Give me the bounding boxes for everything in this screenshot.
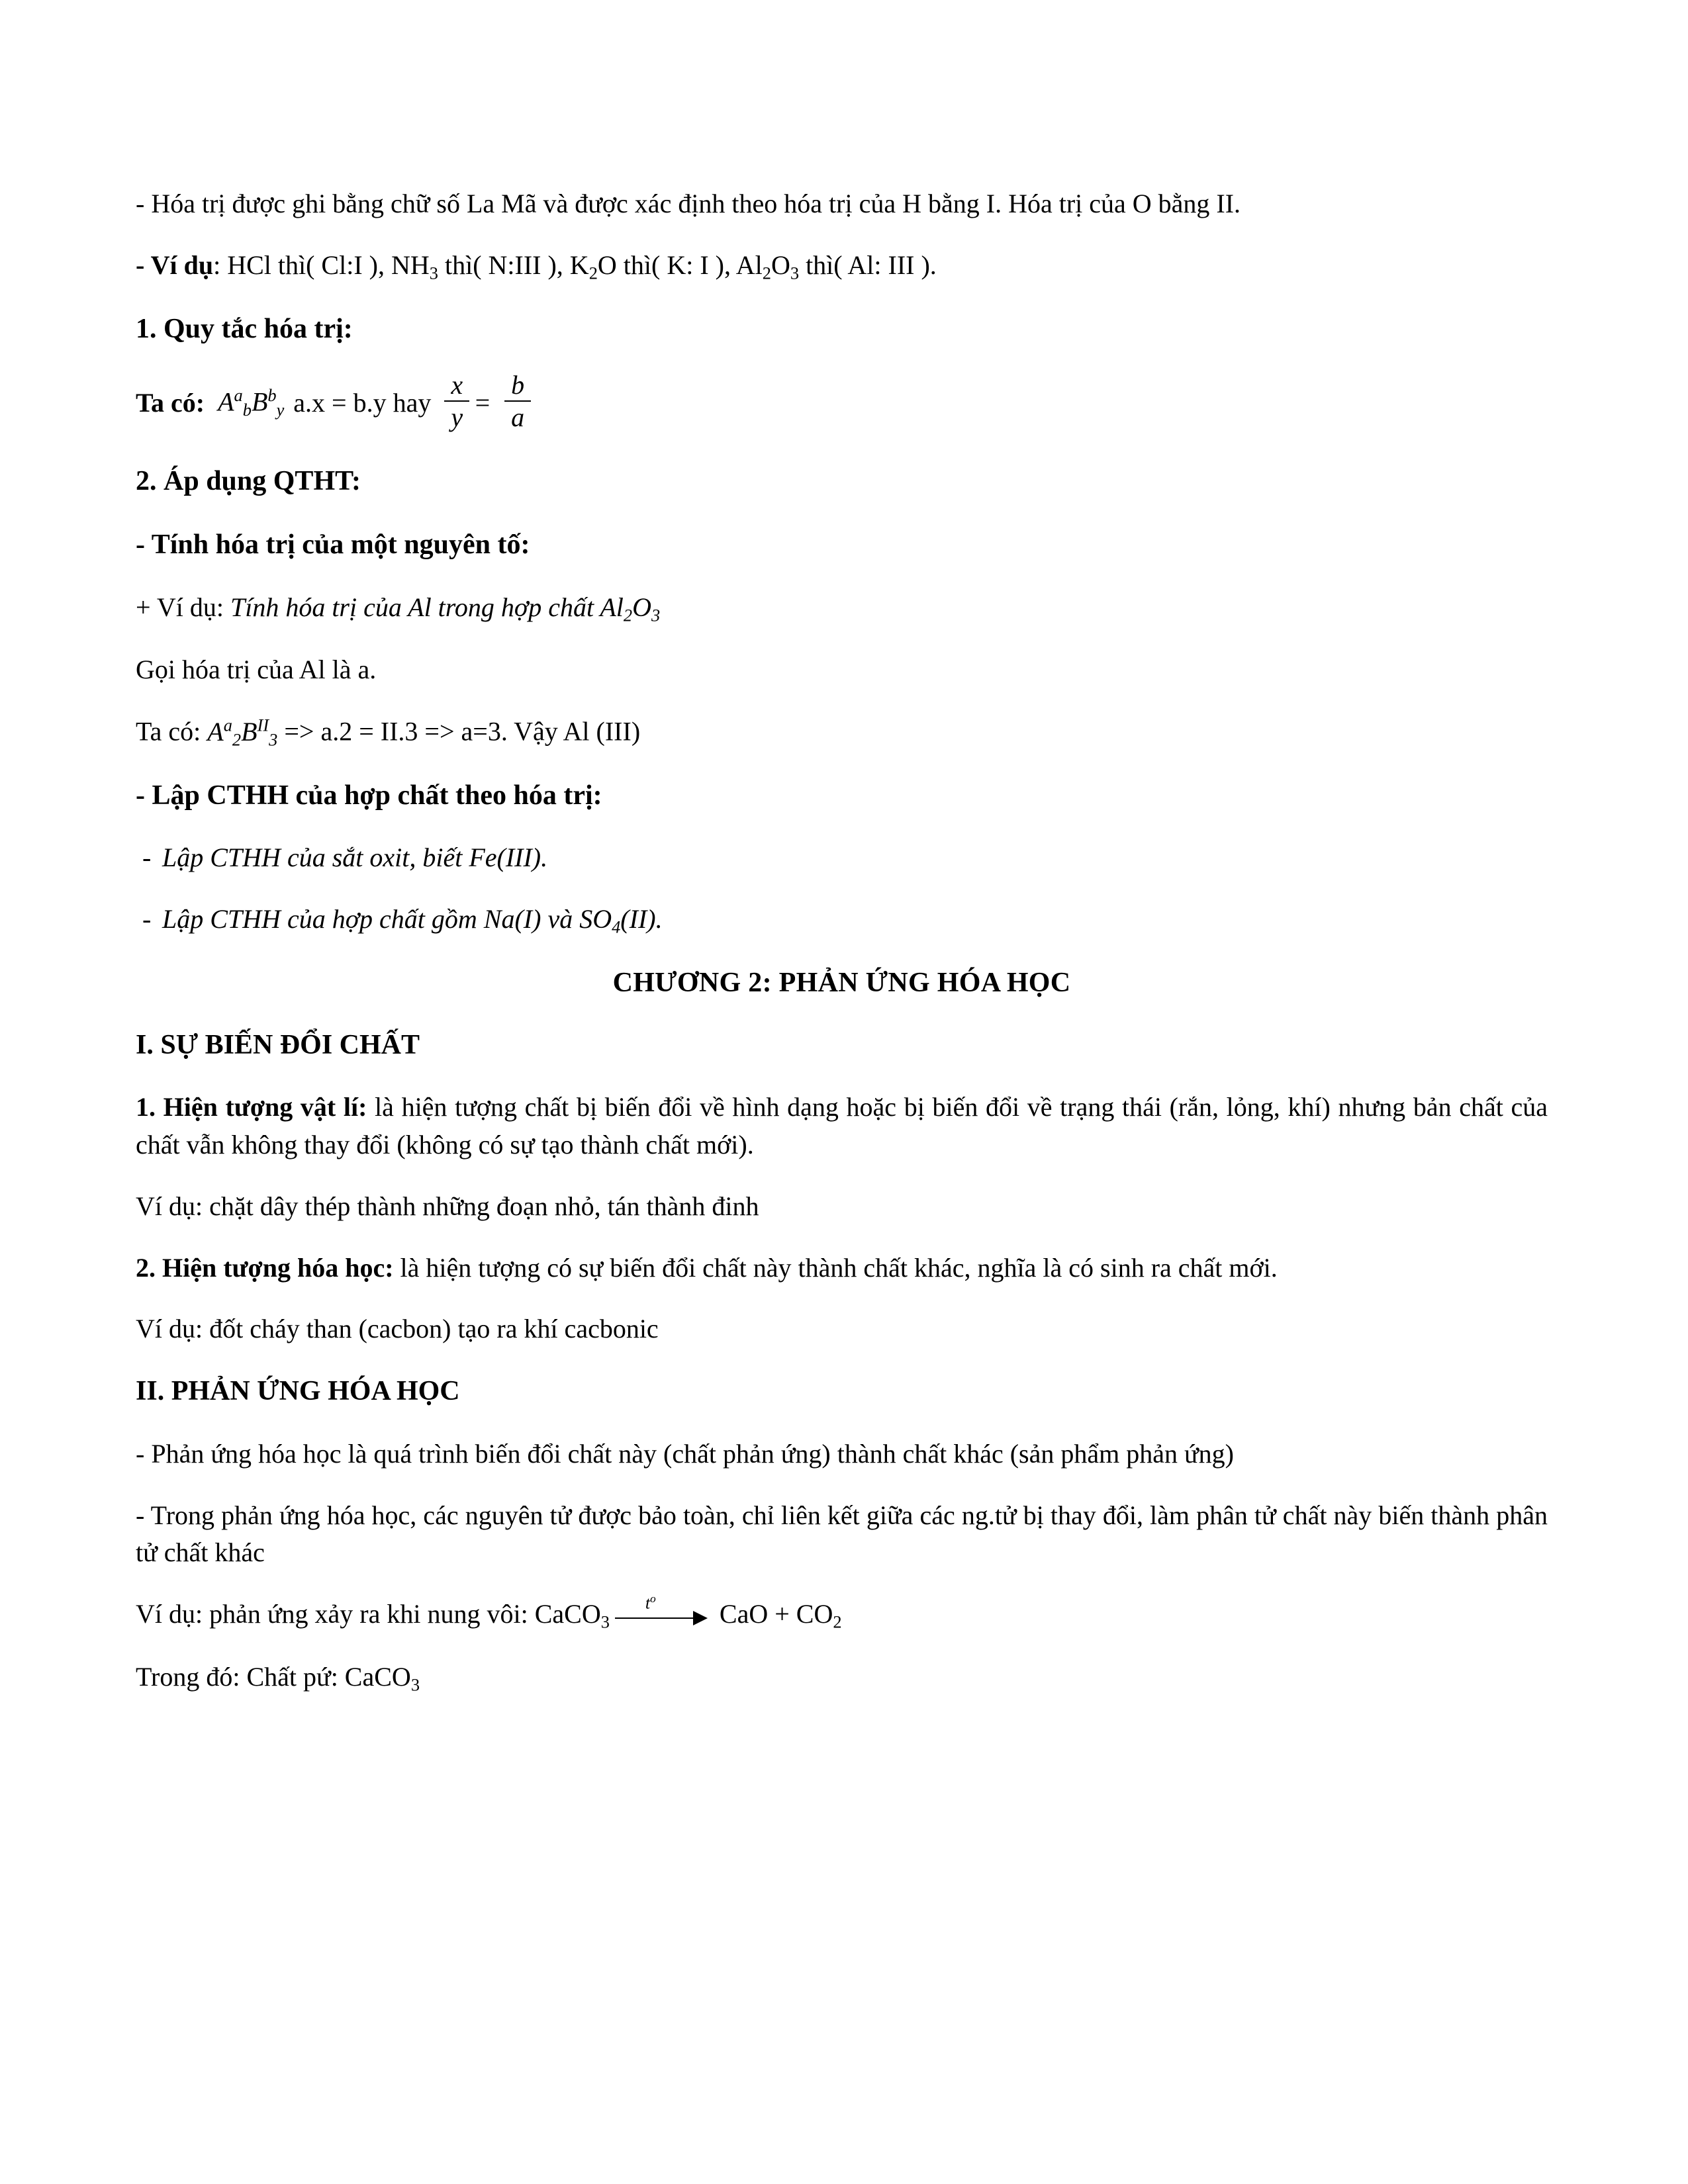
paragraph-taco-2 xyxy=(136,713,1548,752)
vidu-text-2: thì( N:III ), K xyxy=(438,250,589,280)
taco2-rest: => a.2 = II.3 => a=3. Vậy Al (III) xyxy=(284,716,641,747)
heading-quy-tac-hoa-tri: 1. Quy tắc hóa trị: xyxy=(136,313,353,344)
hien-tuong-hoa-hoc-text: là hiện tượng có sự biến đổi chất này thành chất khác, nghĩa là có sinh ra chất mới. xyxy=(393,1252,1278,1283)
vidu-italic-sub-2: 3 xyxy=(651,604,661,625)
list-item-text-b: (II). xyxy=(620,904,663,934)
formula-equation-text: a.x = b.y hay xyxy=(293,388,432,418)
paragraph-vidu-hoa-tri xyxy=(136,247,1548,286)
paragraph-vidu-vat-li: Ví dụ: chặt dây thép thành những đoạn nhỏ, tán thành đinh xyxy=(136,1191,759,1221)
formula-A-sub: 2 xyxy=(232,729,242,750)
vidu-nung-voi-sub-2: 2 xyxy=(833,1612,842,1632)
formula-A: A xyxy=(207,716,224,747)
heading-lap-cthh: - Lập CTHH của hợp chất theo hóa trị: xyxy=(136,780,602,811)
fraction-b-over-a xyxy=(504,371,531,432)
list-item-text-a: Lập CTHH của hợp chất gồm Na(I) và SO xyxy=(162,904,612,934)
formula-B-sup: II xyxy=(257,715,269,735)
formula-B-sub: 3 xyxy=(269,729,278,750)
list-item-lap-cthh-fe xyxy=(136,839,1548,877)
list-dash: - xyxy=(142,904,152,934)
formula-B-sub: y xyxy=(276,400,285,420)
vidu-italic-2: O xyxy=(632,592,652,622)
heading-section-II: II. PHẢN ỨNG HÓA HỌC xyxy=(136,1376,460,1407)
hien-tuong-vat-li-text: là hiện tượng chất bị biến đổi về hình dạng hoặc bị biến đổi về trạng thái (rắn, lỏng, khí) nhưng bản chất của chất vẫn không thay đổi (không có sự tạo thành chất mới). xyxy=(136,1092,1548,1160)
equals-sign: = xyxy=(473,388,492,418)
paragraph-phan-ung-1: - Phản ứng hóa học là quá trình biến đổi chất này (chất phản ứng) thành chất khác (sản phẩm phản ứng) xyxy=(136,1438,1234,1469)
vidu-italic-1: Tính hóa trị của Al trong hợp chất Al xyxy=(230,592,624,622)
vidu-nung-voi-mid: CaO + CO xyxy=(719,1599,833,1629)
list-dash: - xyxy=(142,842,152,873)
vidu-italic-sub-1: 2 xyxy=(623,604,633,625)
vidu-sub-3: 2 xyxy=(762,263,771,283)
vidu-text-4: O xyxy=(771,250,790,280)
arrow-temperature-label: $t^o$ xyxy=(645,1592,656,1613)
vidu-sub-1: 3 xyxy=(429,263,438,283)
chapter-title: CHƯƠNG 2: PHẢN ỨNG HÓA HỌC xyxy=(612,967,1071,998)
vidu-sub-2: 2 xyxy=(588,263,598,283)
trong-do-prefix: Trong đó: Chất pứ: CaCO xyxy=(136,1662,411,1692)
formula-B: B xyxy=(251,387,268,417)
formula-A-sub: b xyxy=(242,400,252,420)
formula-AaBb xyxy=(218,385,284,420)
formula-quy-tac-hoa-tri xyxy=(136,370,1548,433)
reaction-arrow-icon xyxy=(615,1592,714,1628)
formula-B: B xyxy=(241,716,258,747)
list-item-lap-cthh-na xyxy=(136,901,1548,940)
fraction-x-over-y xyxy=(444,371,469,432)
heading-section-I: I. SỰ BIẾN ĐỔI CHẤT xyxy=(136,1029,420,1060)
vidu-label: - Ví dụ xyxy=(136,250,214,280)
paragraph-vidu-tinh-hoa-tri xyxy=(136,589,1548,628)
taco-label: Ta có: xyxy=(136,388,205,418)
paragraph-trong-do xyxy=(136,1659,1548,1698)
vidu-nung-voi-sub-1: 3 xyxy=(600,1612,610,1632)
fraction-numerator: x xyxy=(444,371,469,402)
hien-tuong-vat-li-label: 1. Hiện tượng vật lí: xyxy=(136,1092,367,1122)
formula-A: A xyxy=(218,387,234,417)
taco2-label: Ta có: xyxy=(136,716,201,747)
vidu-sub-4: 3 xyxy=(790,263,800,283)
heading-ap-dung-qtht: 2. Áp dụng QTHT: xyxy=(136,466,361,497)
hien-tuong-hoa-hoc-label: 2. Hiện tượng hóa học: xyxy=(136,1252,394,1283)
fraction-denominator: a xyxy=(511,402,525,433)
formula-B-sup: b xyxy=(267,385,277,406)
paragraph-hien-tuong-vat-li xyxy=(136,1089,1548,1164)
heading-tinh-hoa-tri: - Tính hóa trị của một nguyên tố: xyxy=(136,529,530,560)
paragraph-hien-tuong-hoa-hoc xyxy=(136,1250,1548,1287)
vidu-prefix: + Ví dụ: xyxy=(136,592,230,622)
fraction-denominator: y xyxy=(451,402,463,433)
vidu-text-5: thì( Al: III ). xyxy=(799,250,937,280)
paragraph-vidu-nung-voi xyxy=(136,1592,1548,1635)
formula-A-sup: a xyxy=(234,385,243,406)
trong-do-sub: 3 xyxy=(410,1674,420,1695)
formula-A-sup: a xyxy=(223,715,232,735)
paragraph-vidu-hoa-hoc: Ví dụ: đốt cháy than (cacbon) tạo ra khí cacbonic xyxy=(136,1314,659,1344)
paragraph-goi-hoa-tri: Gọi hóa trị của Al là a. xyxy=(136,655,377,685)
list-item-text: Lập CTHH của sắt oxit, biết Fe(III). xyxy=(162,842,548,873)
fraction-numerator: b xyxy=(504,371,531,402)
vidu-text-3: O thì( K: I ), Al xyxy=(597,250,763,280)
formula-Aa2BII3 xyxy=(207,715,278,750)
paragraph-phan-ung-2: - Trong phản ứng hóa học, các nguyên tử được bảo toàn, chỉ liên kết giữa các ng.tử bị thay đổi, làm phân tử chất này biến thành phân tử chất khác xyxy=(136,1500,1548,1568)
paragraph-intro: - Hóa trị được ghi bằng chữ số La Mã và được xác định theo hóa trị của H bằng I. Hóa trị của O bằng II. xyxy=(136,189,1241,218)
vidu-nung-voi-prefix: Ví dụ: phản ứng xảy ra khi nung vôi: CaCO xyxy=(136,1599,601,1629)
vidu-text-1: : HCl thì( Cl:I ), NH xyxy=(213,250,430,280)
list-item-sub: 4 xyxy=(612,917,621,937)
